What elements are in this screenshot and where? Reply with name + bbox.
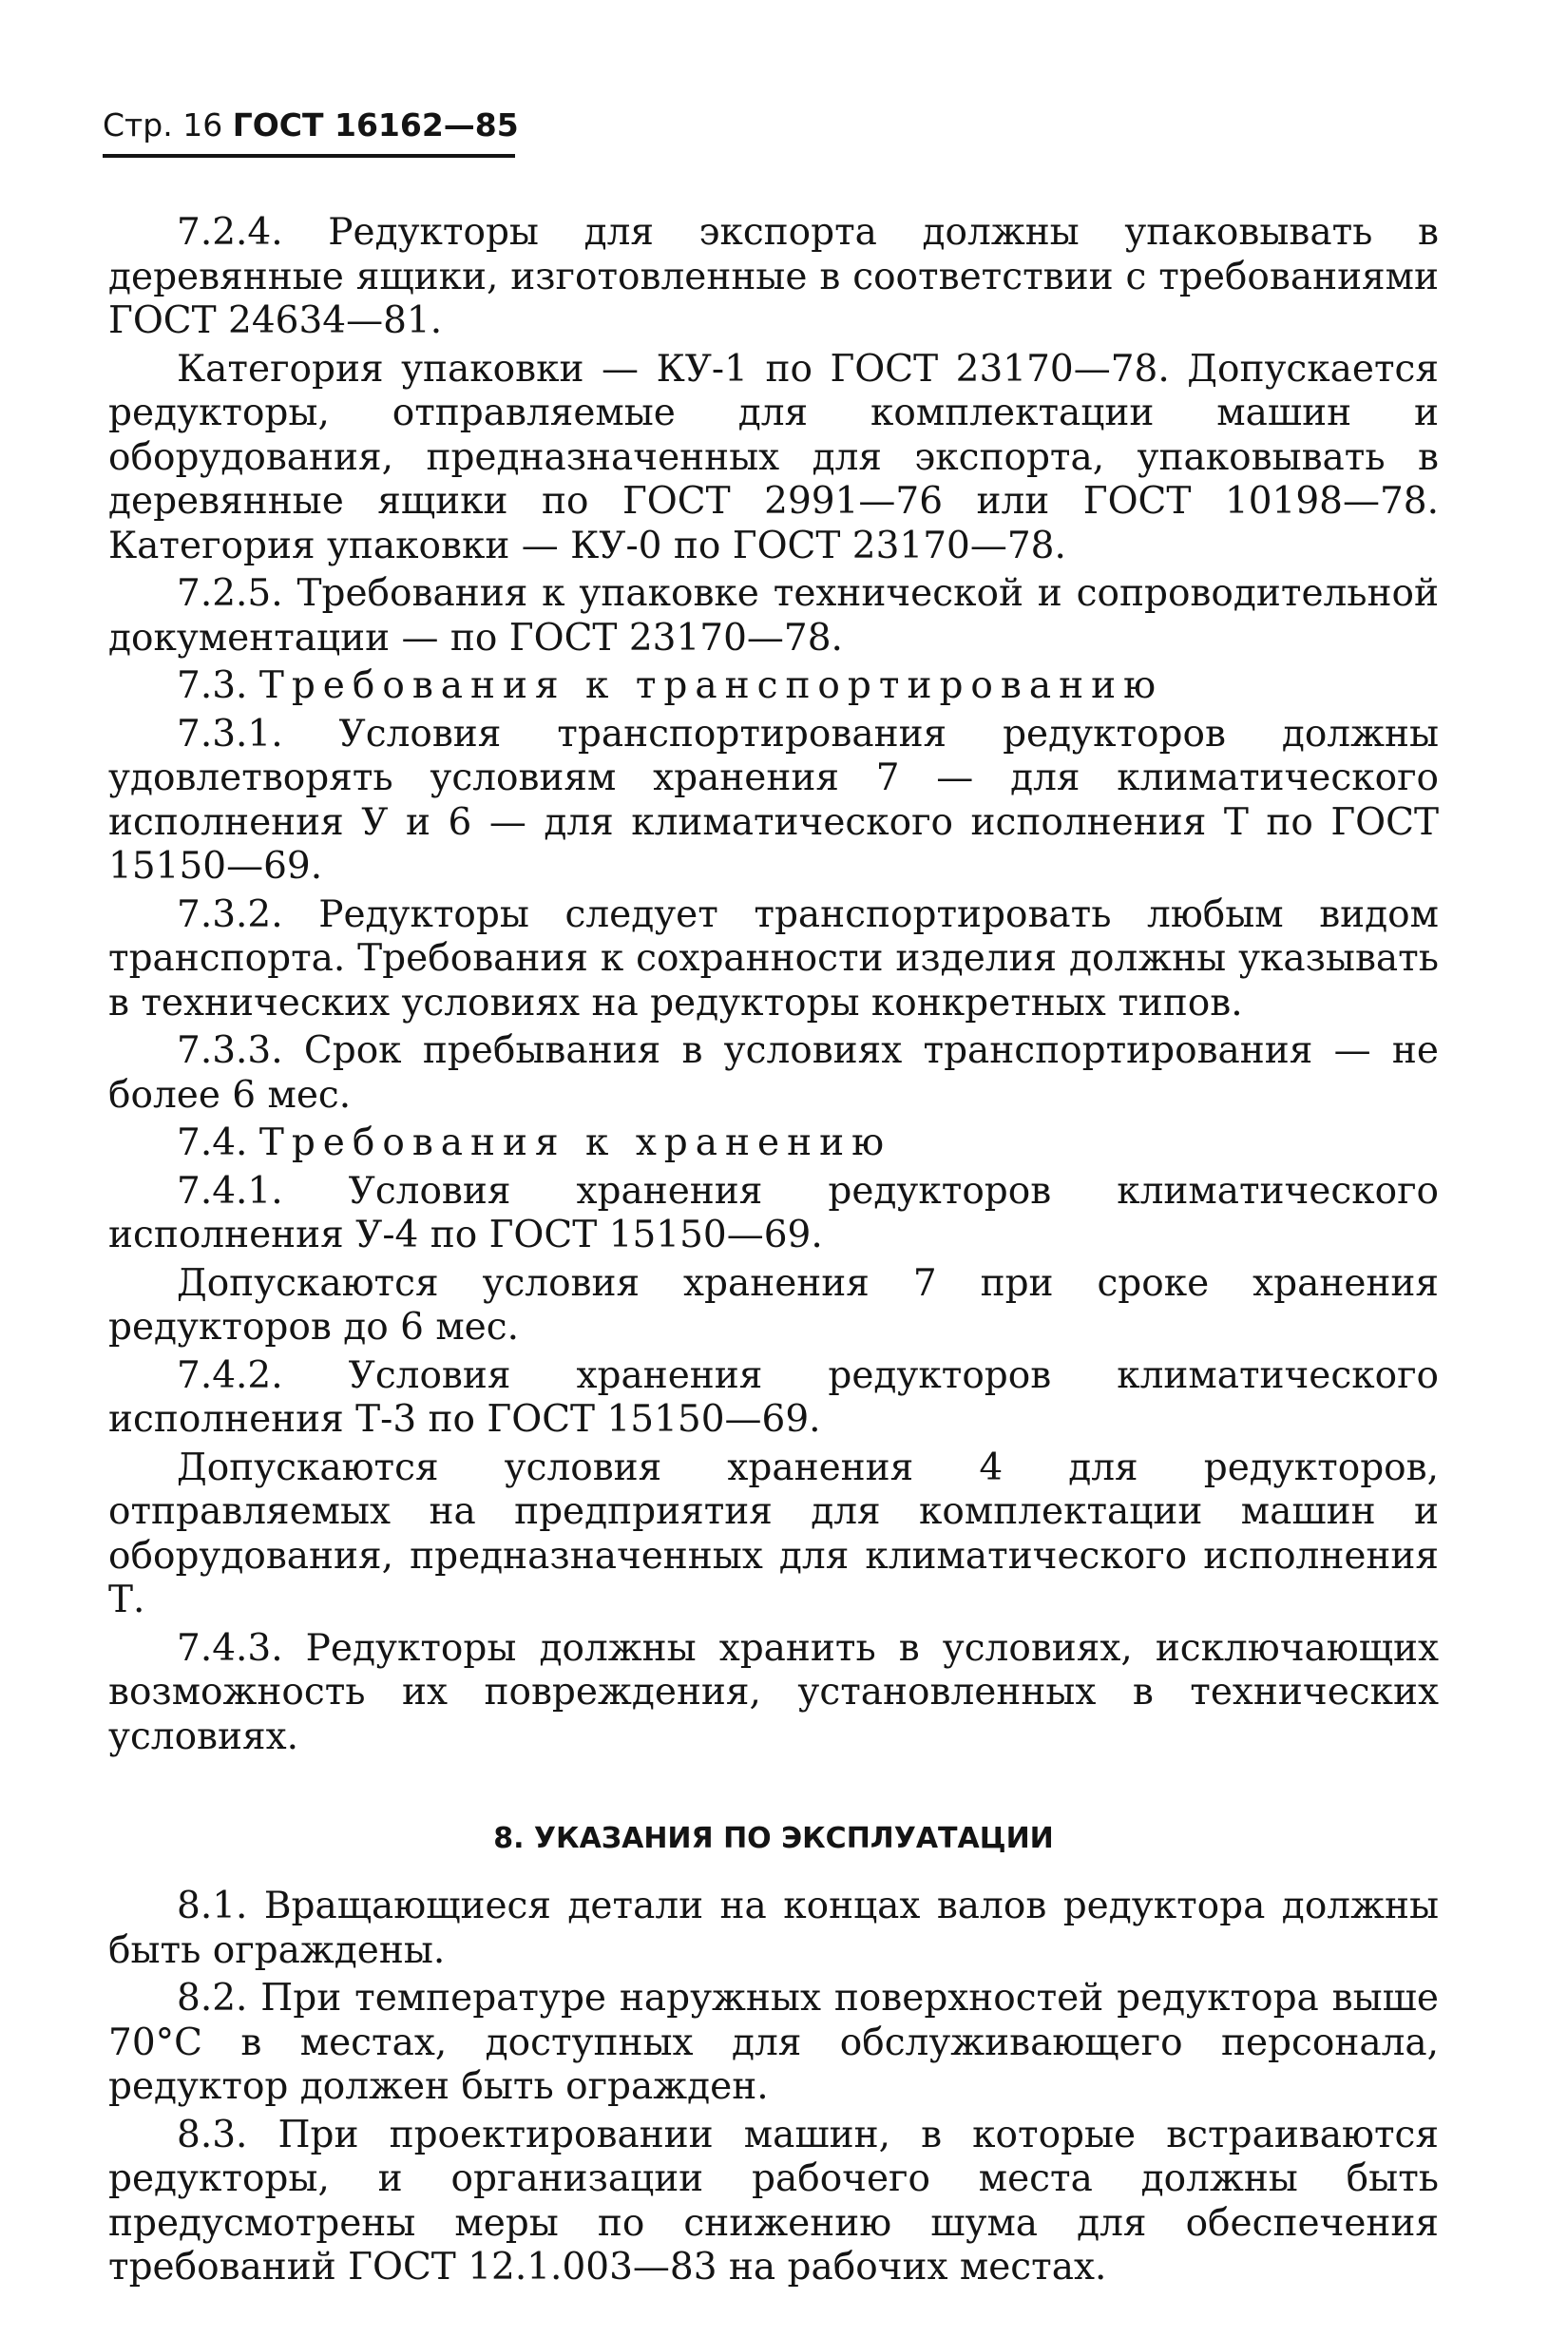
paragraph-7-3-3: 7.3.3. Срок пребывания в условиях транспортирования — не более 6 мес. <box>108 1029 1439 1117</box>
document-body <box>108 211 1439 2294</box>
subsection-heading-7-4 <box>108 1121 1439 1166</box>
paragraph-7-4-2-continued: Допускаются условия хранения 4 для редукторов, отправляемых на предприятия для комплектации машин и оборудования, предназначенных для климатического исполнения Т. <box>108 1446 1439 1621</box>
paragraph-8-2: 8.2. При температуре наружных поверхностей редуктора выше 70°С в местах, доступных для обслуживающего персонала, редуктор должен быть огражден. <box>108 1977 1439 2108</box>
paragraph-7-2-4-continued: Категория упаковки — КУ-1 по ГОСТ 23170—78. Допускается редукторы, отправляемые для комплектации машин и оборудования, предназначенных для экспорта, упаковывать в деревянные ящики по ГОСТ 2991—76 или ГОСТ 10198—78. Категория упаковки — КУ-0 по ГОСТ 23170—78. <box>108 347 1439 567</box>
subsection-heading-7-3 <box>108 664 1439 709</box>
page-header <box>103 106 519 144</box>
paragraph-7-4-1: 7.4.1. Условия хранения редукторов климатического исполнения У-4 по ГОСТ 15150—69. <box>108 1169 1439 1256</box>
paragraph-7-4-1-continued: Допускаются условия хранения 7 при сроке хранения редукторов до 6 мес. <box>108 1261 1439 1349</box>
paragraph-7-3-2: 7.3.2. Редукторы следует транспортировать любым видом транспорта. Требования к сохранности изделия должны указывать в технических условиях на редукторы конкретных типов. <box>108 892 1439 1025</box>
paragraph-7-2-5: 7.2.5. Требования к упаковке технической и сопроводительной документации — по ГОСТ 23170—78. <box>108 572 1439 660</box>
subsection-number: 7.4. <box>177 1121 248 1164</box>
section-title-8: 8. УКАЗАНИЯ ПО ЭКСПЛУАТАЦИИ <box>493 1822 1054 1855</box>
paragraph-7-2-4: 7.2.4. Редукторы для экспорта должны упаковывать в деревянные ящики, изготовленные в соответствии с требованиями ГОСТ 24634—81. <box>108 211 1439 342</box>
subsection-number: 7.3. <box>177 664 248 707</box>
paragraph-8-1: 8.1. Вращающиеся детали на концах валов редуктора должны быть ограждены. <box>108 1885 1439 1972</box>
paragraph-7-3-1: 7.3.1. Условия транспортирования редукторов должны удовлетворять условиям хранения 7 — для климатического исполнения У и 6 — для климатического исполнения Т по ГОСТ 15150—69. <box>108 712 1439 888</box>
paragraph-7-4-2: 7.4.2. Условия хранения редукторов климатического исполнения Т-3 по ГОСТ 15150—69. <box>108 1353 1439 1441</box>
subsection-title: Требования к хранению <box>258 1121 892 1164</box>
paragraph-8-3: 8.3. При проектировании машин, в которые встраиваются редукторы, и организации рабочего места должны быть предусмотрены меры по снижению шума для обеспечения требований ГОСТ 12.1.003—83 на рабочих местах. <box>108 2113 1439 2289</box>
subsection-title: Требования к транспортированию <box>258 664 1164 707</box>
paragraph-7-4-3: 7.4.3. Редукторы должны хранить в условиях, исключающих возможность их повреждения, установленных в технических условиях. <box>108 1626 1439 1758</box>
standard-designation: ГОСТ 16162—85 <box>232 106 519 144</box>
page-number: Стр. 16 <box>103 106 223 144</box>
header-rule <box>103 154 515 158</box>
